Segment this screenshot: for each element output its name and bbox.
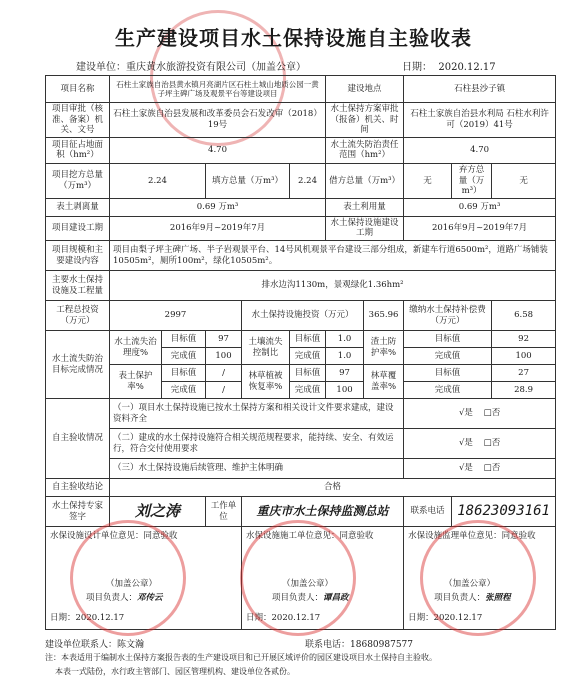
check-2-yes: √是 <box>458 438 473 449</box>
footnote-1: 注：本表适用于编制水土保持方案报告表的生产建设项目和已开展区域评价的园区建设项目水土保持自主验收。 <box>45 653 437 662</box>
design-person-label: 项目负责人： <box>86 593 138 603</box>
construction-person-label: 项目负责人： <box>272 593 324 603</box>
contact-label: 联系电话 <box>404 497 452 527</box>
debris-rate-done: 100 <box>492 348 556 365</box>
topsoil-use-value: 0.69 万m³ <box>404 198 556 216</box>
compensation-label: 缴纳水土保持补偿费（万元） <box>404 301 492 331</box>
topsoil-strip-label: 表土剥离量 <box>46 198 110 216</box>
veg-restore-label: 林草植被恢复率% <box>242 365 290 399</box>
design-person-signature: 邓传云 <box>137 593 163 603</box>
target-label: 目标值 <box>162 365 206 382</box>
fill-value: 2.24 <box>290 163 326 198</box>
debris-rate-target: 92 <box>492 331 556 348</box>
check-2-result <box>404 429 556 459</box>
scale-value: 项目由梨子坪主碑广场、半子岩观景平台、14号风机观景平台建设三部分组成，新建车行道6500m²，道路广场铺装10505m²，厕所100m²，绿化10505m²。 <box>110 241 556 271</box>
construction-person-signature: 谭昌政 <box>323 593 349 603</box>
contact-person-value: 陈文瀚 <box>117 640 145 650</box>
project-name-label: 项目名称 <box>46 76 110 103</box>
check-2-no: □否 <box>483 438 501 449</box>
topsoil-rate-target: / <box>206 365 242 382</box>
achieved-label: 完成值 <box>162 348 206 365</box>
construction-date-label: 日期： <box>246 613 272 623</box>
check-1-yes: √是 <box>458 408 473 419</box>
construction-unit-line <box>76 58 306 73</box>
construction-period-value: 2016年9月~2019年7月 <box>110 216 326 240</box>
wsc-period-value: 2016年9月~2019年7月 <box>404 216 556 240</box>
main-measures-label: 主要水土保持设施及工程量 <box>46 271 110 301</box>
scale-label: 项目规模和主要建设内容 <box>46 241 110 271</box>
header-date-line <box>402 58 496 73</box>
form-title: 生产建设项目水土保持设施自主验收表 <box>115 26 472 50</box>
borrow-value: 无 <box>404 163 452 198</box>
design-opinion-label: 水保设施设计单位意见：同意验收 <box>50 531 178 541</box>
wsc-approval-value: 石柱土家族自治县水利局 石柱水利许可（2019）41号 <box>404 103 556 138</box>
check-1-no: □否 <box>483 408 501 419</box>
contact-phone-label: 联系电话： <box>305 640 351 650</box>
veg-restore-target: 97 <box>326 365 364 382</box>
achieved-label: 完成值 <box>290 348 326 365</box>
soil-loss-ratio-target: 1.0 <box>326 331 364 348</box>
control-rate-target: 97 <box>206 331 242 348</box>
approval-value: 石柱土家族自治县发展和改革委员会石发改审（2018）19号 <box>110 103 326 138</box>
achieved-label: 完成值 <box>162 382 206 399</box>
check-item-2: （二）建成的水土保持设施符合相关规范规程要求，能持续、安全、有效运行，符合交付使用要求 <box>110 429 404 459</box>
occupied-area-value: 4.70 <box>110 137 326 163</box>
supervision-person-label: 项目负责人： <box>434 593 486 603</box>
indicators-label: 水土流失防治目标完成情况 <box>46 331 110 399</box>
construction-period-label: 项目建设工期 <box>46 216 110 240</box>
total-investment-value: 2997 <box>110 301 242 331</box>
approval-label: 项目审批（核准、备案）机关、文号 <box>46 103 110 138</box>
total-investment-label: 工程总投资（万元） <box>46 301 110 331</box>
contact-person-line <box>45 637 144 650</box>
spoil-value: 无 <box>492 163 556 198</box>
construction-opinion-label: 水保设施施工单位意见：同意验收 <box>246 531 374 541</box>
supervision-opinion-label: 水保设施监理单位意见：同意验收 <box>408 531 536 541</box>
conclusion-label: 自主验收结论 <box>46 479 110 497</box>
conclusion-value: 合格 <box>110 479 556 497</box>
borrow-label: 借方总量（万m³） <box>326 163 404 198</box>
topsoil-rate-label: 表土保护率% <box>110 365 162 399</box>
responsibility-label: 水土流失防治责任范围（hm²） <box>326 137 404 163</box>
check-1-result <box>404 399 556 429</box>
work-unit-label: 工作单位 <box>206 497 242 527</box>
contact-phone-line <box>305 637 413 650</box>
supervision-person-signature: 张照程 <box>485 593 511 603</box>
self-check-label: 自主验收情况 <box>46 399 110 479</box>
design-date-label: 日期： <box>50 613 76 623</box>
check-3-no: □否 <box>483 463 501 474</box>
main-measures-value: 排水边沟1130m，景观绿化1.36hm² <box>110 271 556 301</box>
topsoil-strip-value: 0.69 万m³ <box>110 198 326 216</box>
expert-signature: 刘之涛 <box>110 497 206 527</box>
excavation-label: 项目挖方总量（万m³） <box>46 163 110 198</box>
debris-rate-label: 渣土防护率% <box>364 331 404 365</box>
footnote-2: 本表一式陆份，水行政主管部门、园区管理机构、建设单位各贰份。 <box>55 667 295 676</box>
project-name-value: 石柱土家族自治县黄水镇月亮湖片区石柱土城山地质公园一黄子坪主碑广场及观景平台等建设项目 <box>110 76 326 103</box>
control-rate-label: 水土流失治理度% <box>110 331 162 365</box>
supervision-stamp-label: （加盖公章） <box>444 579 496 589</box>
fill-label: 填方总量（万m³） <box>206 163 290 198</box>
construction-date-value: 2020.12.17 <box>271 613 321 623</box>
check-3-result <box>404 459 556 479</box>
expert-phone: 18623093161 <box>452 497 556 527</box>
target-label: 目标值 <box>404 365 492 382</box>
header-date-value: 2020.12.17 <box>438 62 496 73</box>
supervision-date-label: 日期： <box>408 613 434 623</box>
check-item-1: （一）项目水土保持设施已按水土保持方案和相关设计文件要求建成，建设资料齐全 <box>110 399 404 429</box>
wsc-approval-label: 水土保持方案审批（报备）机关、时间 <box>326 103 404 138</box>
responsibility-value: 4.70 <box>404 137 556 163</box>
construction-stamp-label: （加盖公章） <box>282 579 334 589</box>
construction-unit-seal <box>240 520 356 636</box>
veg-restore-done: 100 <box>326 382 364 399</box>
design-unit-seal <box>70 520 186 636</box>
soil-loss-ratio-done: 1.0 <box>326 348 364 365</box>
target-label: 目标值 <box>290 331 326 348</box>
supervision-date-value: 2020.12.17 <box>433 613 483 623</box>
work-unit-value: 重庆市水土保持监测总站 <box>242 497 404 527</box>
spoil-label: 弃方总量（万m³） <box>452 163 492 198</box>
veg-cover-label: 林草覆盖率% <box>364 365 404 399</box>
target-label: 目标值 <box>162 331 206 348</box>
target-label: 目标值 <box>290 365 326 382</box>
header-date-label: 日期： <box>402 62 432 73</box>
target-label: 目标值 <box>404 331 492 348</box>
topsoil-use-label: 表土利用量 <box>326 198 404 216</box>
contact-person-label: 建设单位联系人： <box>45 640 118 650</box>
contact-phone-value: 18680987577 <box>350 640 414 650</box>
design-stamp-label: （加盖公章） <box>106 579 158 589</box>
soil-loss-ratio-label: 土壤流失控制比 <box>242 331 290 365</box>
achieved-label: 完成值 <box>404 348 492 365</box>
achieved-label: 完成值 <box>290 382 326 399</box>
wsc-period-label: 水土保持设施建设工期 <box>326 216 404 240</box>
construction-unit-value: 重庆黄水旅游投资有限公司（加盖公章） <box>126 62 306 73</box>
location-label: 建设地点 <box>326 76 404 103</box>
occupied-area-label: 项目征占地面积（hm²） <box>46 137 110 163</box>
construction-unit-label: 建设单位： <box>76 62 126 73</box>
achieved-label: 完成值 <box>404 382 492 399</box>
topsoil-rate-done: / <box>206 382 242 399</box>
location-value: 石柱县沙子镇 <box>404 76 556 103</box>
expert-sign-label: 水土保持专家签字 <box>46 497 110 527</box>
veg-cover-target: 27 <box>492 365 556 382</box>
design-date-value: 2020.12.17 <box>75 613 125 623</box>
compensation-value: 6.58 <box>492 301 556 331</box>
supervision-unit-seal <box>420 520 536 636</box>
veg-cover-done: 28.9 <box>492 382 556 399</box>
wsc-investment-label: 水土保持设施投资（万元） <box>242 301 364 331</box>
wsc-investment-value: 365.96 <box>364 301 404 331</box>
check-item-3: （三）水土保持设施后续管理、维护主体明确 <box>110 459 404 479</box>
check-3-yes: √是 <box>458 463 473 474</box>
excavation-value: 2.24 <box>110 163 206 198</box>
control-rate-done: 100 <box>206 348 242 365</box>
